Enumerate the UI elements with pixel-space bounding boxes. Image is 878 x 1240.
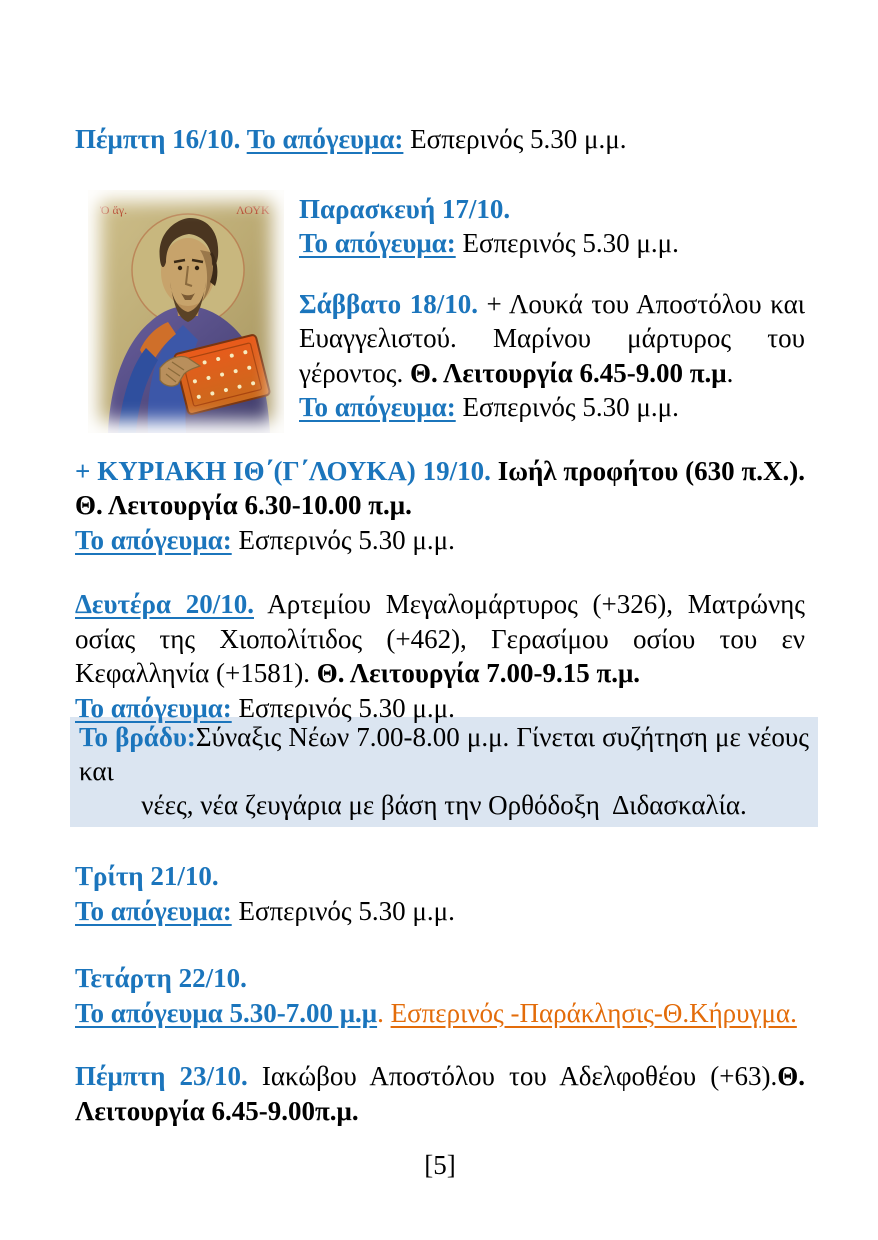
icon-inscription-left: Ὁ ἅγ. — [100, 202, 128, 217]
text-run: Το απόγευμα: — [246, 124, 404, 154]
text-run: . — [377, 997, 391, 1028]
schedule-entry-wed-22-10-evening — [75, 996, 805, 1031]
text-run: Θ. Λειτουργία 6.45-9.00 π.μ — [410, 357, 727, 388]
text-run: + ΚΥΡΙΑΚΗ ΙΘ΄(Γ΄ΛΟΥΚΑ) 19/10. — [75, 455, 498, 486]
text-run: Πέμπτη 23/10. — [75, 1061, 262, 1091]
text-run: Τετάρτη 22/10. — [75, 963, 247, 993]
text-run: Θ. Λειτουργία 6.45-9.00π.μ. — [75, 1061, 805, 1126]
schedule-entry-mon-20-10 — [75, 587, 805, 691]
text-run: Εσπερινός 5.30 μ.μ. — [231, 895, 455, 926]
text-run: Αρτεμίου Μεγαλομάρτυρος (+326), Ματρώνης οσίας της Χιοπολίτιδος (+462), Γερασίμου οσίου του εν Κεφαλληνία (+1581). — [75, 589, 805, 688]
schedule-entry-tue-21-10-evening — [75, 894, 805, 929]
text-run: Το απόγευμα: — [75, 524, 232, 555]
youth-gathering-announcement-box — [70, 717, 818, 827]
announcement-line-2 — [79, 788, 809, 822]
text-run: Δευτέρα 20/10. — [75, 589, 254, 619]
icon-inscription-right: ΛΟΥΚ — [236, 202, 270, 217]
text-run: Εσπερινός 5.30 μ.μ. — [403, 124, 627, 154]
text-run: Ιακώβου Αποστόλου του Αδελφοθέου (+63). — [261, 1061, 778, 1091]
text-run: . — [726, 357, 734, 388]
text-run: Σύναξις Νέων 7.00-8.00 μ.μ. Γίνεται συζήτηση με νέους και — [79, 722, 809, 786]
text-run: Το απόγευμα 5.30-7.00 μ.μ — [75, 997, 378, 1028]
announcement-line-1 — [79, 720, 809, 788]
schedule-entry-wed-22-10-title — [75, 961, 805, 996]
text-run: Το απόγευμα: — [75, 692, 232, 723]
text-run: Ιωήλ προφήτου (630 π.Χ.). Θ. Λειτουργία 6.30-10.00 π.μ. — [75, 455, 805, 520]
text-run: Το βράδυ: — [79, 722, 196, 752]
text-run: νέες, νέα ζευγάρια με βάση την Ορθόδοξη Διδασκαλία. — [141, 790, 747, 820]
saint-luke-icon-art — [88, 190, 284, 433]
text-run: Παρασκευή 17/10. — [299, 193, 511, 224]
schedule-entry-thu-16-10 — [75, 122, 805, 157]
text-run: Το απόγευμα: — [299, 392, 456, 422]
text-run: Τρίτη 21/10. — [75, 861, 219, 891]
text-run: Εσπερινός -Παράκλησις-Θ.Κήρυγμα. — [390, 997, 797, 1028]
saint-luke-icon-image — [88, 190, 284, 433]
text-run: Εσπερινός 5.30 μ.μ. — [231, 692, 455, 723]
text-run: Εσπερινός 5.30 μ.μ. — [455, 228, 679, 258]
text-run: Το απόγευμα: — [299, 228, 456, 258]
schedule-entry-sun-19-10 — [75, 454, 805, 523]
text-run: Το απόγευμα: — [75, 895, 232, 926]
text-run: Θ. Λειτουργία 7.00-9.15 π.μ. — [316, 658, 641, 688]
text-run: Εσπερινός 5.30 μ.μ. — [455, 392, 679, 422]
text-run: + Λουκά του Αποστόλου και Ευαγγελιστού. Μαρίνου μάρτυρος του γέροντος. — [299, 288, 805, 388]
text-run: Πέμπτη 16/10. — [75, 124, 247, 154]
page-number: [5] — [424, 1150, 456, 1180]
schedule-entry-tue-21-10-title — [75, 859, 805, 894]
text-run: Εσπερινός 5.30 μ.μ. — [231, 524, 455, 555]
text-run: Σάββατο 18/10. — [299, 288, 478, 319]
schedule-entry-thu-23-10 — [75, 1059, 805, 1128]
schedule-entry-sun-19-10-evening — [75, 523, 805, 558]
